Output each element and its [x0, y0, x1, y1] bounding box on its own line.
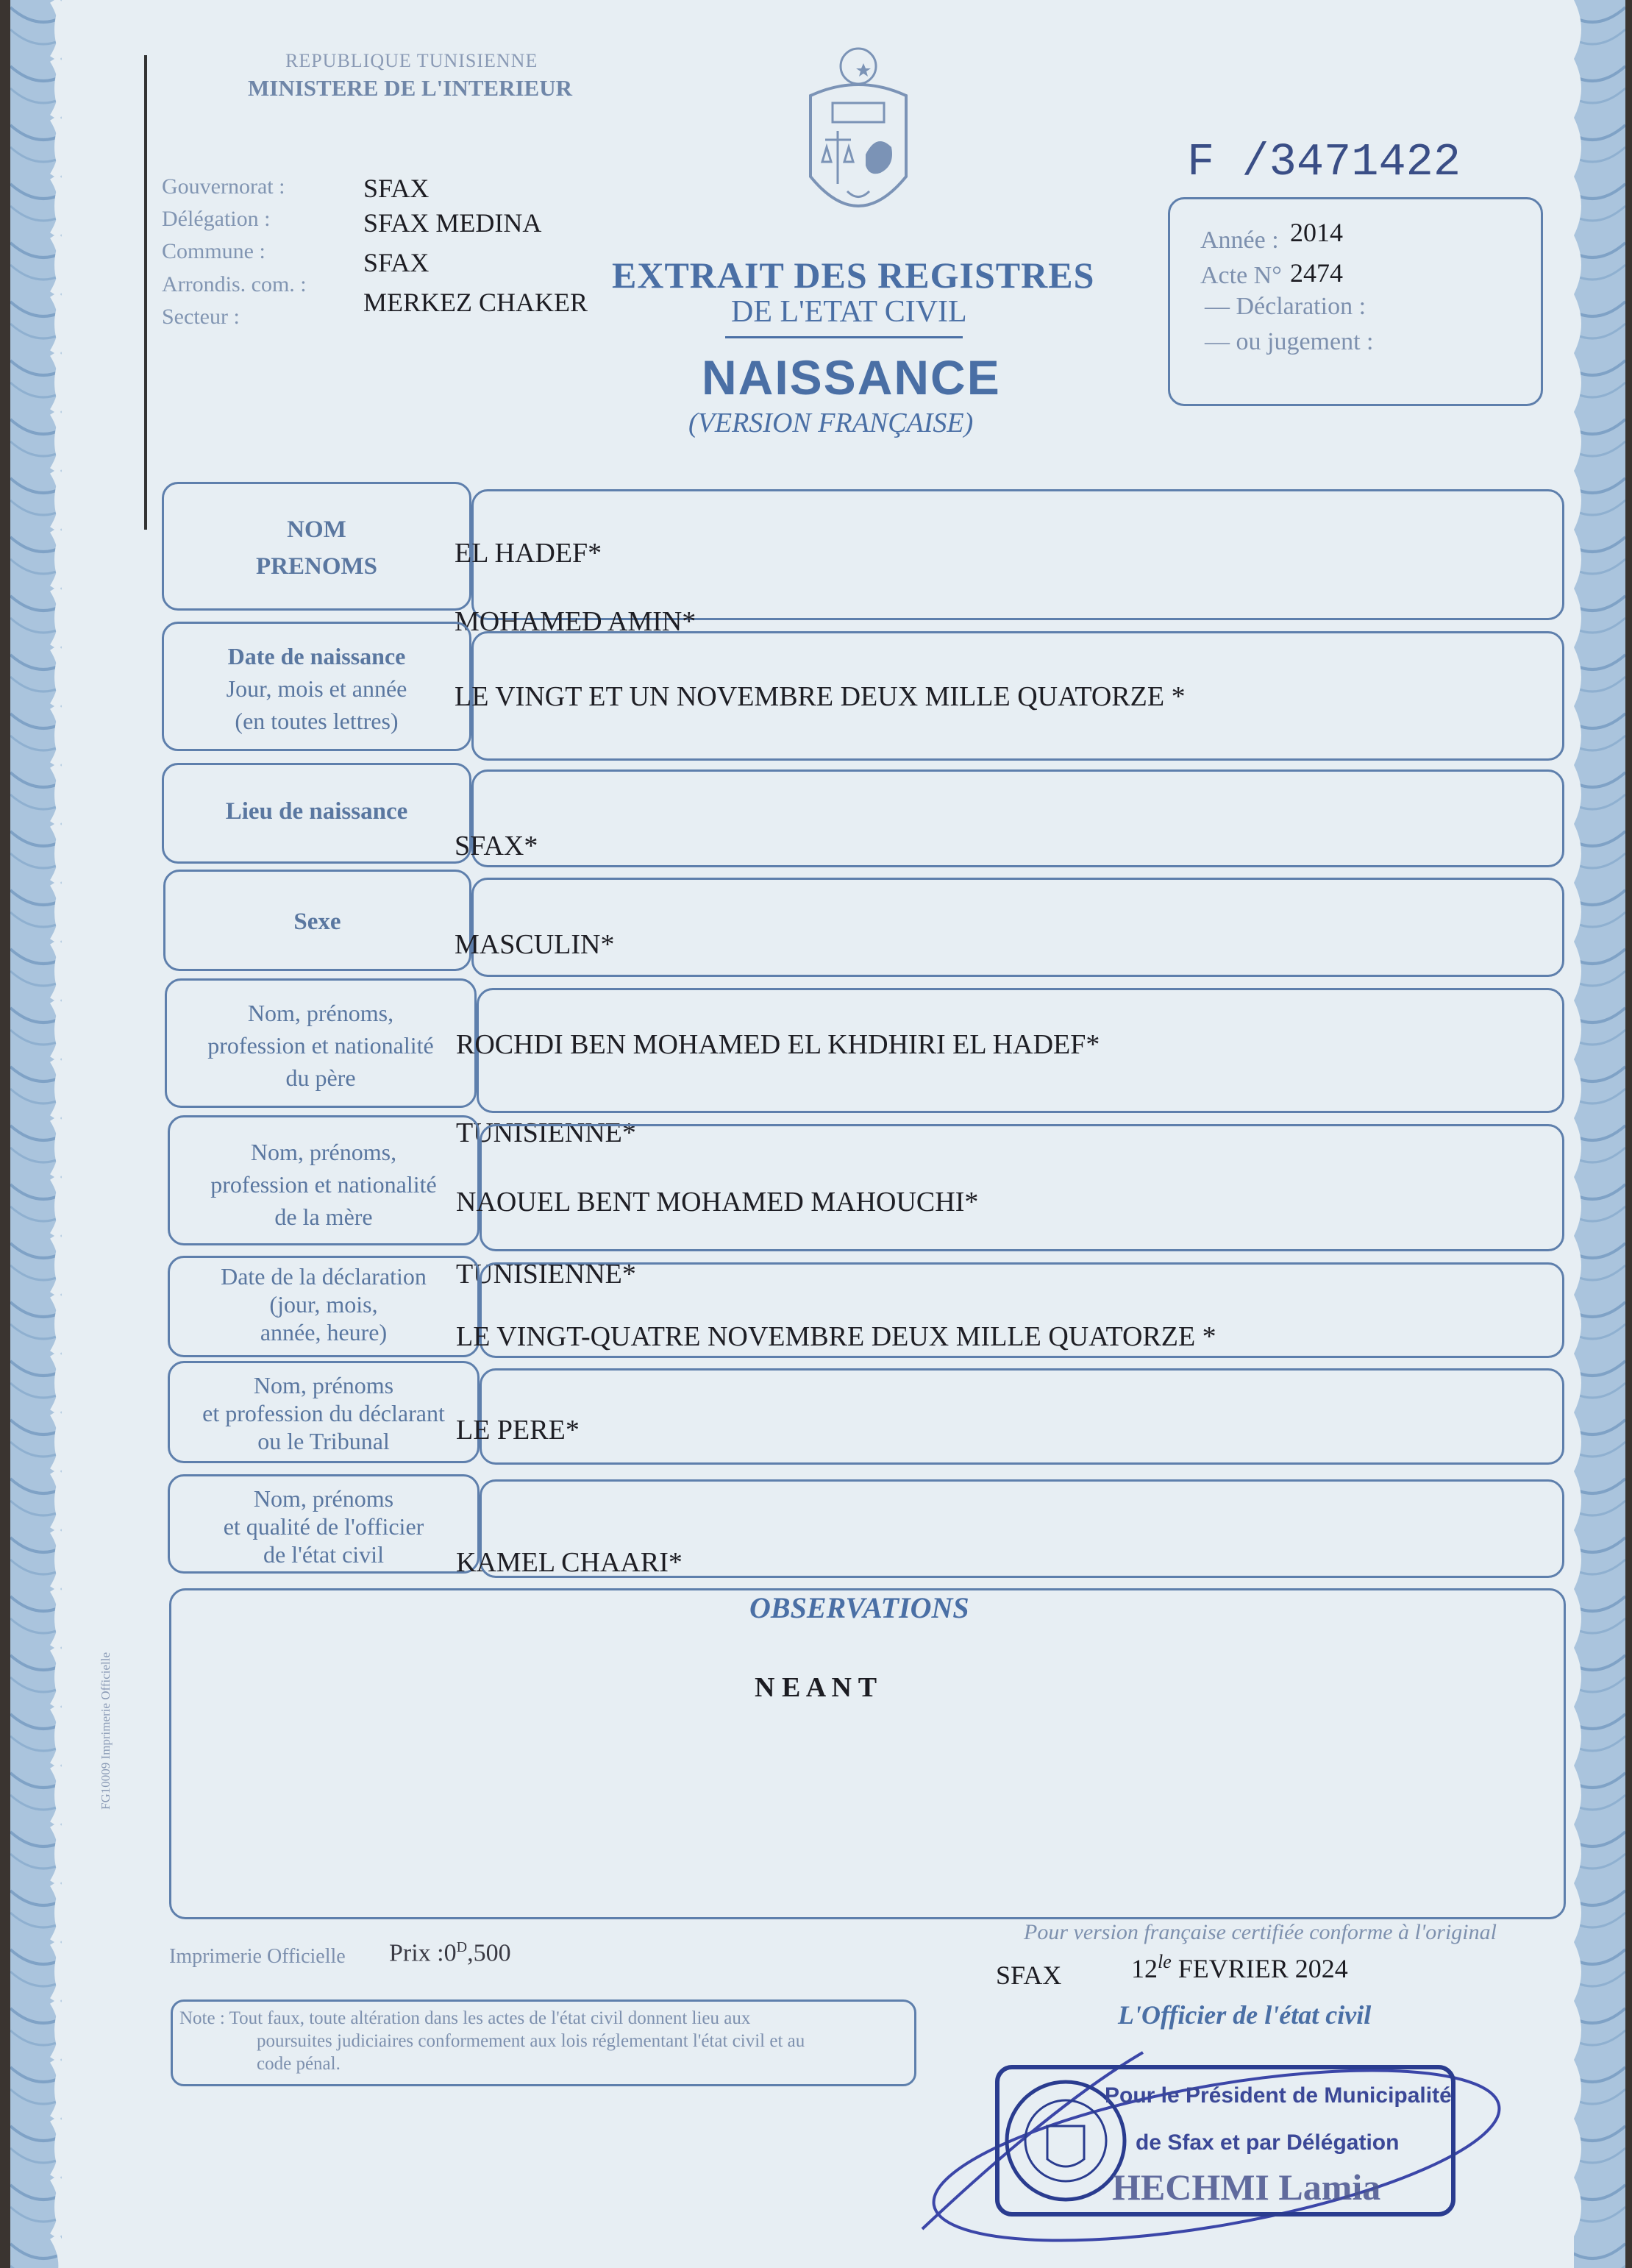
footer-place: SFAX	[996, 1960, 1062, 1990]
title-line2: DE L'ETAT CIVIL	[731, 295, 967, 329]
republique-text: REPUBLIQUE TUNISIENNE	[285, 50, 538, 71]
row-prenoms-value: MOHAMED AMIN*	[455, 606, 696, 637]
right-wave-border	[1559, 0, 1625, 2268]
row-date-naissance-label: Date de naissance Jour, mois et année (en toutes lettres)	[226, 643, 407, 734]
row-mere-nationalite-value: TUNISIENNE*	[456, 1259, 636, 1290]
row-nom-value: EL HADEF*	[455, 538, 602, 569]
acte-label: Acte N°	[1200, 262, 1282, 289]
observations-title: OBSERVATIONS	[749, 1591, 969, 1624]
commune-value: SFAX	[363, 248, 430, 277]
row-lieu-label: Lieu de naissance	[225, 798, 408, 825]
gouvernorat-value: SFAX	[363, 174, 430, 203]
left-wave-border	[10, 0, 76, 2268]
observations-box	[169, 1588, 1566, 1919]
row-date-naissance-value: LE VINGT ET UN NOVEMBRE DEUX MILLE QUATORZE *	[455, 681, 1186, 712]
row-nom-label: NOM PRENOMS	[256, 516, 377, 580]
document-page	[10, 0, 1625, 2268]
row-declarant-label: Nom, prénoms et profession du déclarant ou le Tribunal	[202, 1372, 445, 1454]
row-sexe-label: Sexe	[293, 909, 341, 935]
serial-number: F /3471422	[1187, 136, 1461, 188]
officier-signature-label: L'Officier de l'état civil	[1118, 2000, 1372, 2030]
arrondis-label: Arrondis. com. :	[162, 272, 307, 296]
observations-value: N E A N T	[755, 1672, 877, 1703]
row-lieu-value-box	[471, 769, 1564, 867]
annee-value: 2014	[1290, 218, 1343, 247]
row-pere-label: Nom, prénoms, profession et nationalité du père	[207, 1000, 434, 1091]
row-nom-value-box	[471, 489, 1564, 620]
title-main: NAISSANCE	[702, 350, 1001, 405]
legal-note-text: Note : Tout faux, toute altération dans les actes de l'état civil donnent lieu aux poursuites judiciaires conformement aux lois réglementant l'état civil et au code pénal.	[179, 2008, 805, 2074]
certifiee-text: Pour version française certifiée conforme à l'original	[1024, 1920, 1497, 1944]
side-print-text: FG10009 Imprimerie Officielle	[99, 1652, 113, 1810]
row-pere-value: ROCHDI BEN MOHAMED EL KHDHIRI EL HADEF*	[456, 1029, 1100, 1060]
row-mere-value: NAOUEL BENT MOHAMED MAHOUCHI*	[456, 1187, 979, 1217]
row-officier-value: KAMEL CHAARI*	[456, 1547, 683, 1578]
row-mere-label: Nom, prénoms, profession et nationalité de la mère	[210, 1139, 437, 1230]
row-declarant-value-box	[480, 1368, 1564, 1465]
title-underline	[725, 336, 963, 338]
row-declaration-label: Date de la déclaration (jour, mois, année, heure)	[221, 1263, 427, 1345]
row-officier-label: Nom, prénoms et qualité de l'officier de l'état civil	[223, 1485, 424, 1568]
ministere-text: MINISTERE DE L'INTERIEUR	[248, 75, 572, 101]
secteur-value: MERKEZ CHAKER	[363, 288, 588, 317]
commune-label: Commune :	[162, 239, 266, 263]
row-sexe-value-box	[471, 878, 1564, 977]
jugement-label: — ou jugement :	[1205, 328, 1374, 355]
secteur-label: Secteur :	[162, 305, 240, 329]
header-vertical-rule	[144, 55, 147, 530]
title-line1: EXTRAIT DES REGISTRES	[612, 255, 1095, 296]
row-pere-nationalite-value: TUNISIENNE*	[456, 1117, 636, 1148]
prix-text: Prix $:0^D,500$	[389, 1939, 511, 1967]
row-sexe-value: MASCULIN*	[455, 929, 615, 960]
row-lieu-value: SFAX*	[455, 831, 538, 861]
annee-label: Année :	[1200, 227, 1279, 254]
delegation-label: Délégation :	[162, 207, 271, 231]
acte-value: 2474	[1290, 258, 1343, 288]
declaration-label: — Déclaration :	[1205, 293, 1366, 320]
stamp-signatory-name: HECHMI Lamia	[1112, 2166, 1381, 2208]
row-declarant-value: LE PERE*	[456, 1415, 580, 1446]
coat-of-arms-emblem	[796, 44, 921, 237]
gouvernorat-label: Gouvernorat :	[162, 174, 285, 199]
imprimerie-text: Imprimerie Officielle	[169, 1945, 346, 1968]
footer-date: $12^{le}$ FEVRIER 2024	[1131, 1951, 1348, 1983]
title-version: (VERSION FRANÇAISE)	[688, 408, 974, 438]
delegation-value: SFAX MEDINA	[363, 208, 542, 238]
stamp-line2: de Sfax et par Délégation	[1136, 2130, 1400, 2155]
row-declaration-value: LE VINGT-QUATRE NOVEMBRE DEUX MILLE QUATORZE *	[456, 1321, 1216, 1352]
stamp-line1: Pour le Président de Municipalité	[1105, 2083, 1452, 2108]
